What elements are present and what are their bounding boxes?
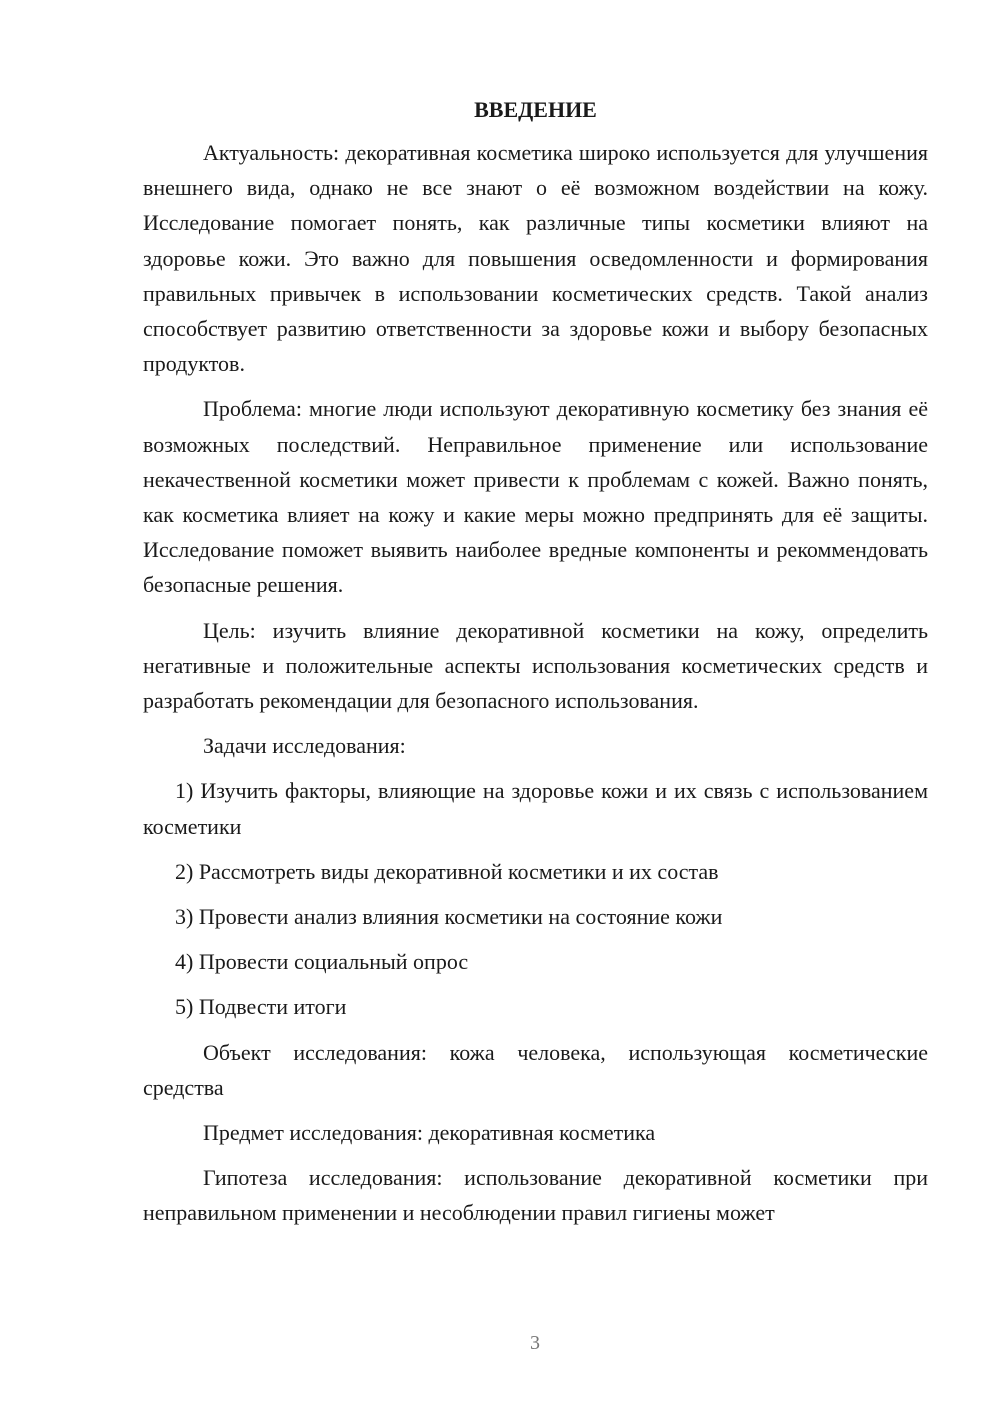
hypothesis-paragraph: Гипотеза исследования: использование декоративной косметики при неправильном применении и несоблюдении правил гигиены может xyxy=(143,1165,928,1226)
page-number: 3 xyxy=(530,1332,540,1354)
tasks-title: Задачи исследования: xyxy=(203,733,406,759)
section-heading: ВВЕДЕНИЕ xyxy=(474,97,597,122)
object-paragraph: Объект исследования: кожа человека, использующая косметические средства xyxy=(143,1039,928,1100)
goal-paragraph: Цель: изучить влияние декоративной косметики на кожу, определить негативные и положительные аспекты использования косметических средств и разработать рекомендации для безопасного использования. xyxy=(143,617,928,714)
problem-paragraph: Проблема: многие люди используют декоративную косметику без знания её возможных последствий. Неправильное применение или использование некачественной косметики может привести к проблемам с кожей. Важно понять, как косметика влияет на кожу и какие меры можно предпринять для её защиты. Исследование поможет выявить наиболее вредные компоненты и рекоммендовать безопасные решения. xyxy=(143,396,928,598)
task-item: 5) Подвести итоги xyxy=(175,994,347,1020)
subject-paragraph: Предмет исследования: декоративная косметика xyxy=(203,1120,656,1146)
relevance-paragraph: Актуальность: декоративная косметика широко используется для улучшения внешнего вида, однако не все знают о её возможном воздействии на кожу. Исследование помогает понять, как различные типы косметики влияют на здоровье кожи. Это важно для повышения осведомленности и формирования правильных привычек в использовании косметических средств. Такой анализ способствует развитию ответственности за здоровье кожи и выбору безопасных продуктов. xyxy=(143,140,928,377)
task-item: 3) Провести анализ влияния косметики на состояние кожи xyxy=(175,904,723,930)
task-item: 1) Изучить факторы, влияющие на здоровье кожи и их связь с использованием косметики xyxy=(143,778,928,839)
document-body xyxy=(143,92,928,1241)
task-item: 2) Рассмотреть виды декоративной косметики и их состав xyxy=(175,858,719,884)
task-item: 4) Провести социальный опрос xyxy=(175,949,469,975)
